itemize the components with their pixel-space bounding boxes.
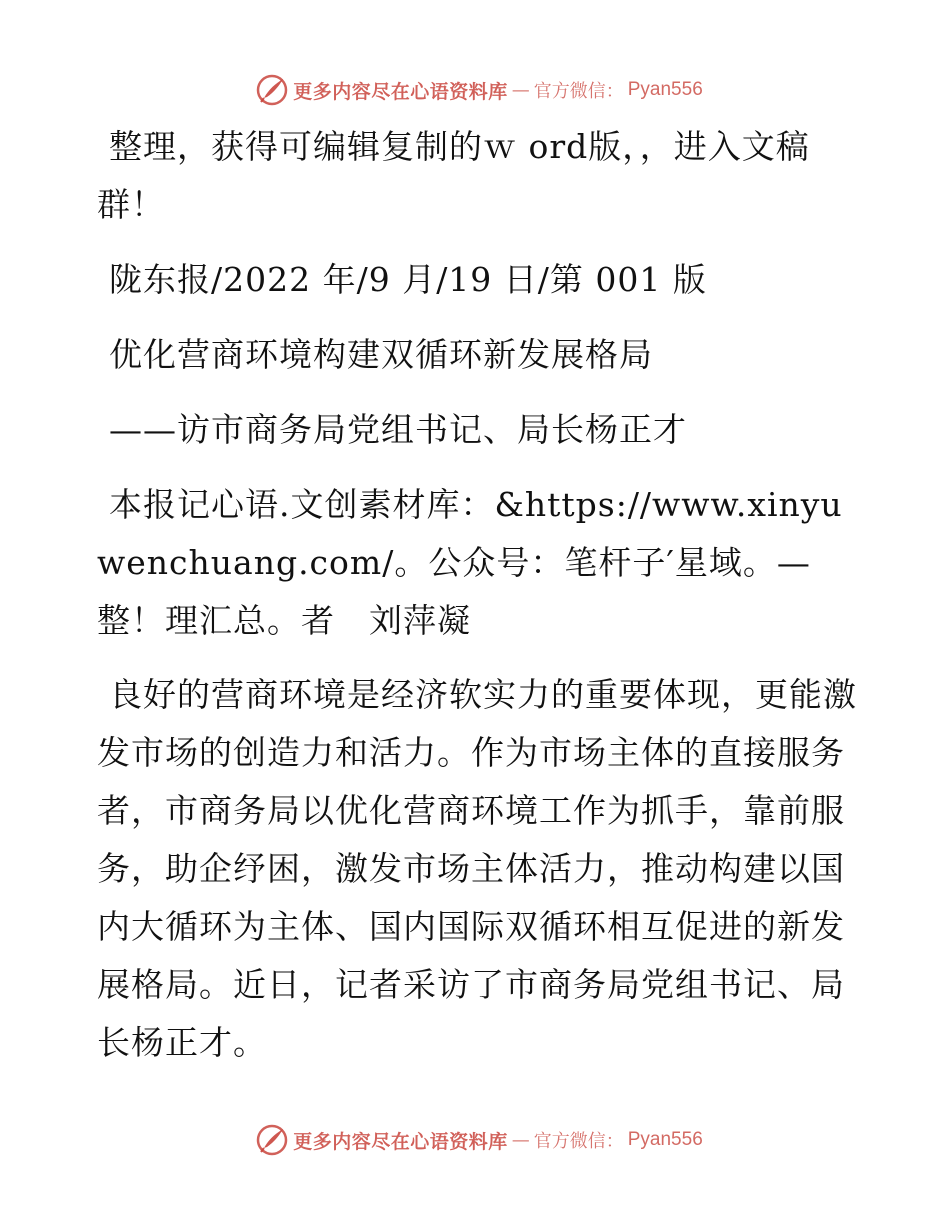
banner-content (255, 73, 703, 107)
document-body (97, 118, 857, 1072)
banner-wechat-label: 官方微信： (533, 81, 624, 102)
lead-paragraph: 良好的营商环境是经济软实力的重要体现，更能激发市场的创造力和活力。作为市场主体的直接服务者，市商务局以优化营商环境工作为抓手，靠前服务，助企纾困，激发市场主体活力，推动构建以国内大循环为主体、国内国际双循环相互促进的新发展格局。近日，记者采访了市商务局党组书记、局长杨正才。 (97, 675, 857, 1062)
banner-wechat-label: 官方微信： (533, 1131, 624, 1152)
subheadline: ——访市商务局党组书记、局长杨正才 (109, 410, 687, 449)
banner-separator: — (511, 79, 530, 101)
dateline: 陇东报/2022 年/9 月/19 日/第 001 版 (109, 260, 707, 299)
headline: 优化营商环境构建双循环新发展格局 (109, 335, 653, 374)
banner-main-text: 更多内容尽在心语资料库 (293, 1130, 508, 1153)
footer-watermark-banner (0, 1120, 950, 1160)
feather-pen-logo-icon (255, 1123, 289, 1157)
banner-wechat-id: Pyan556 (627, 1129, 703, 1150)
banner-content (255, 1123, 703, 1157)
banner-separator: — (511, 1129, 530, 1151)
header-watermark-banner (0, 70, 950, 110)
intro-line: 整理，获得可编辑复制的ｗ ord版，，进入文稿群！ (97, 127, 810, 224)
banner-main-text: 更多内容尽在心语资料库 (293, 80, 508, 103)
feather-pen-logo-icon (255, 73, 289, 107)
banner-wechat-id: Pyan556 (627, 79, 703, 100)
byline: 本报记心语.文创素材库：&https://www.xinyuwenchuang.com/。公众号：笔杆子′星域。—整！理汇总。者 刘萍凝 (97, 485, 843, 640)
